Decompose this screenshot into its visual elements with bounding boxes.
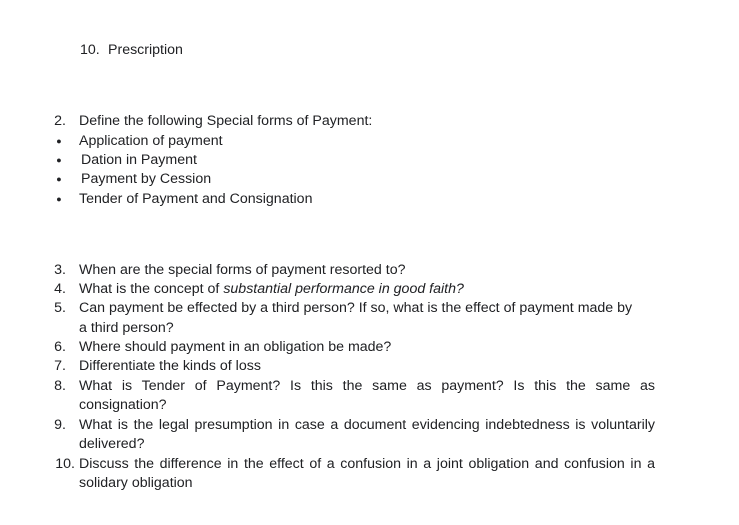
bullet-item — [0, 132, 739, 151]
list-number: 6. — [54, 339, 66, 355]
question-2 — [0, 112, 739, 131]
bullet-item — [0, 170, 739, 189]
bullet-text: Tender of Payment and Consignation — [79, 191, 313, 207]
list-number: 5. — [54, 300, 66, 316]
question-10 — [0, 455, 739, 474]
question-8-continued — [0, 396, 739, 415]
bullet-icon: ● — [56, 174, 62, 184]
question-8 — [0, 377, 739, 396]
list-number: 7. — [54, 358, 66, 374]
bullet-icon: ● — [56, 194, 62, 204]
question-5-continued — [0, 319, 739, 338]
bullet-text: Dation in Payment — [81, 152, 197, 168]
list-number: 3. — [54, 262, 66, 278]
question-text-italic: substantial performance in good faith? — [223, 281, 464, 297]
question-text: Differentiate the kinds of loss — [79, 358, 261, 374]
question-9-continued — [0, 435, 739, 454]
question-7 — [0, 357, 739, 376]
question-5 — [0, 299, 739, 318]
question-10-continued — [0, 474, 739, 493]
list-number: 9. — [54, 417, 66, 433]
list-number: 2. — [54, 113, 66, 129]
question-9 — [0, 416, 739, 435]
question-text-line2: a third person? — [79, 320, 174, 336]
question-text-plain: What is the concept of — [79, 281, 224, 297]
question-text-line2: delivered? — [79, 436, 145, 452]
question-text: When are the special forms of payment resorted to? — [79, 262, 406, 278]
question-3 — [0, 261, 739, 280]
bullet-icon: ● — [56, 155, 62, 165]
list-item-text: Prescription — [108, 42, 183, 58]
bullet-icon: ● — [56, 136, 62, 146]
bullet-item — [0, 151, 739, 170]
list-number: 10. — [80, 42, 100, 58]
bullet-text: Payment by Cession — [81, 171, 212, 187]
question-text-line2: solidary obligation — [79, 475, 193, 491]
question-text-line1: What is the legal presumption in case a document evidencing indebtedness is voluntarily — [79, 417, 655, 433]
question-6 — [0, 338, 739, 357]
question-text-line2: consignation? — [79, 397, 167, 413]
question-text-line1: What is Tender of Payment? Is this the same as payment? Is this the same as — [79, 378, 655, 394]
question-text-line1: Discuss the difference in the effect of a confusion in a joint obligation and confusion in a — [79, 456, 655, 472]
question-text — [79, 280, 464, 299]
bullet-item — [0, 190, 739, 209]
list-number: 10. — [55, 456, 75, 472]
list-number: 8. — [54, 378, 66, 394]
list-item-prescription — [0, 41, 739, 60]
question-text: Where should payment in an obligation be made? — [79, 339, 392, 355]
bullet-text: Application of payment — [79, 133, 223, 149]
question-text: Define the following Special forms of Payment: — [79, 113, 373, 129]
question-4 — [0, 280, 739, 299]
list-number: 4. — [54, 281, 66, 297]
question-text-line1: Can payment be effected by a third person? If so, what is the effect of payment made by — [79, 300, 633, 316]
